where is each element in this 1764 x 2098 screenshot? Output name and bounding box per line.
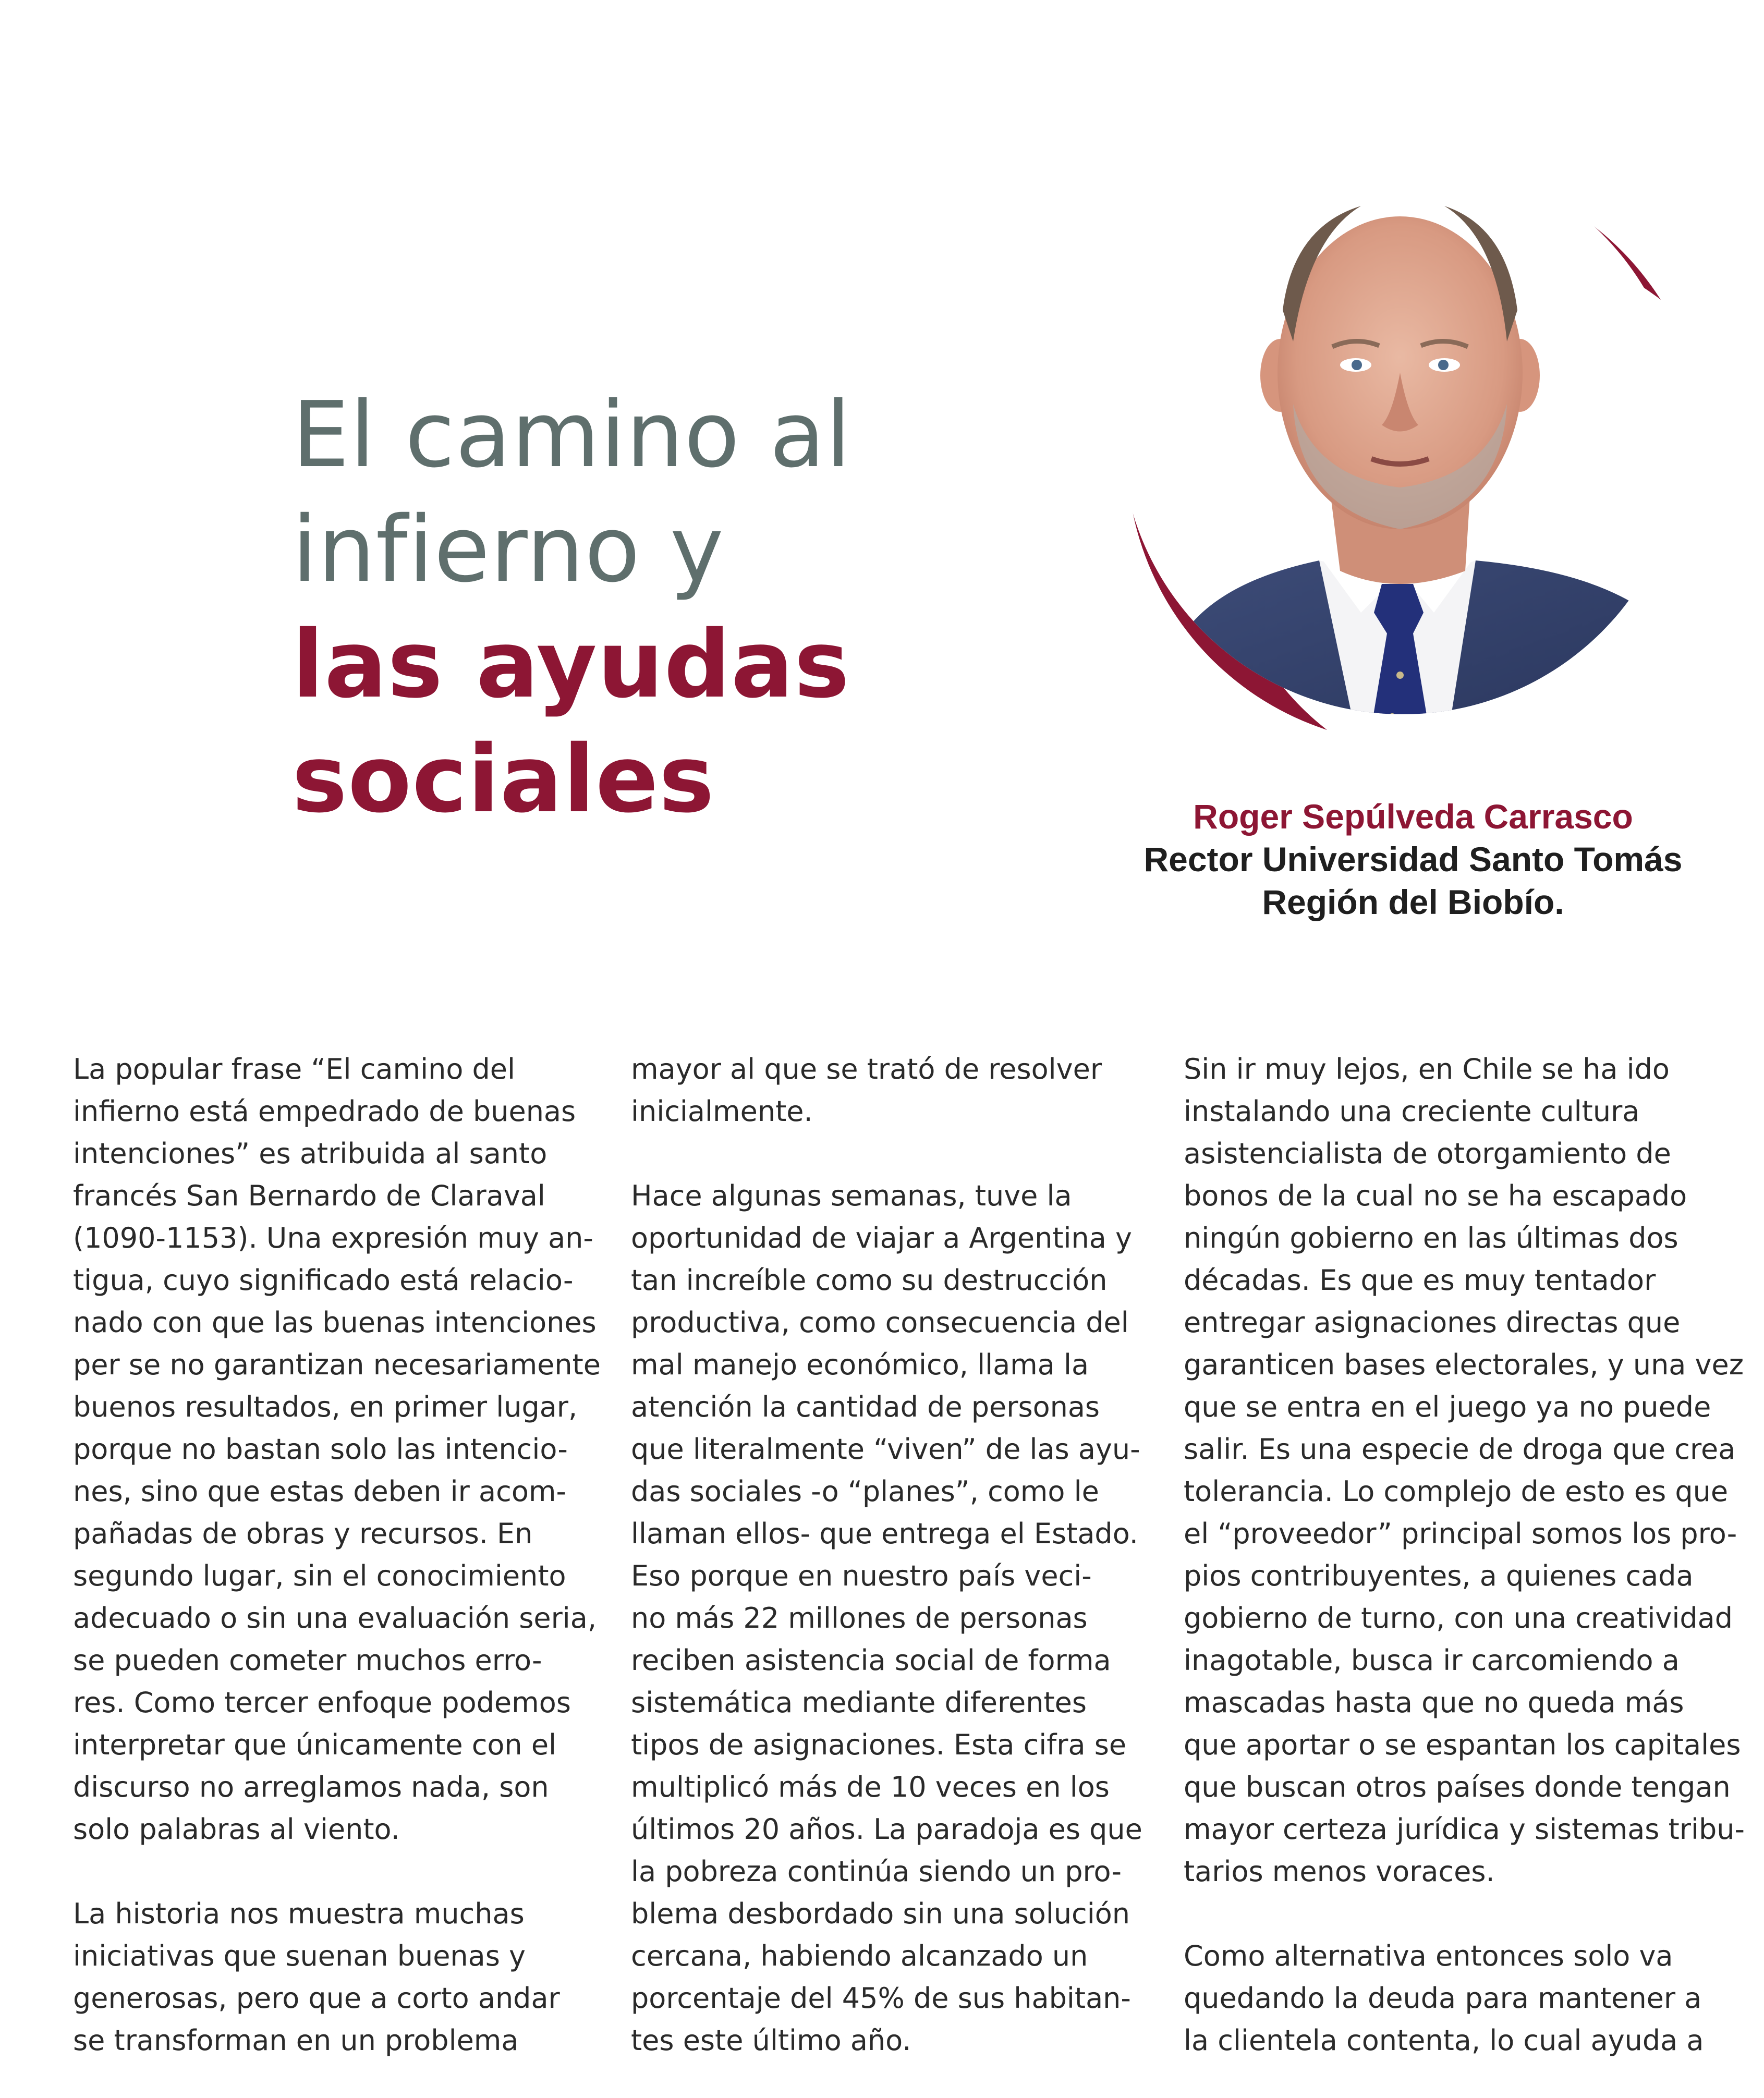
text-line: quedando la deuda para mantener a (1184, 1982, 1702, 2015)
text-line: multiplicó más de 10 veces en los (631, 1771, 1110, 1803)
text-line: discurso no arreglamos nada, son (73, 1771, 549, 1803)
text-line: blema desbordado sin una solución (631, 1897, 1130, 1930)
text-line: pañadas de obras y recursos. En (73, 1517, 533, 1550)
body-column-1 (73, 1048, 601, 2098)
text-line: tipos de asignaciones. Esta cifra se (631, 1728, 1127, 1761)
text-line: mayor certeza jurídica y sistemas tribu- (1184, 1813, 1745, 1846)
text-line: instalando una creciente cultura (1184, 1095, 1640, 1128)
text-line: la pobreza continúa siendo un pro- (631, 1855, 1122, 1888)
text-line: Hace algunas semanas, tuve la (631, 1179, 1072, 1212)
paragraph (1184, 1048, 1745, 1893)
author-role-line-2: Región del Biobío. (1262, 883, 1564, 921)
text-line: ningún gobierno en las últimas dos (1184, 1222, 1678, 1254)
author-name: Roger Sepúlveda Carrasco (1193, 797, 1633, 836)
headline-line-1: El camino al (292, 382, 851, 488)
paragraph (631, 1175, 1152, 2062)
text-line: generosas, pero que a corto andar (73, 1982, 560, 2015)
text-line: interpretar que únicamente con el (73, 1728, 557, 1761)
text-line: el “proveedor” principal somos los pro- (1184, 1517, 1737, 1550)
text-line: se pueden cometer muchos erro- (73, 1644, 542, 1677)
text-line: solo palabras al viento. (73, 1813, 400, 1846)
text-line: res. Como tercer enfoque podemos (73, 1686, 571, 1719)
text-line: nado con que las buenas intenciones (73, 1306, 597, 1339)
text-line: La popular frase “El camino del (73, 1053, 516, 1085)
text-line: productiva, como consecuencia del (631, 1306, 1129, 1339)
text-line: inagotable, busca ir carcomiendo a (1184, 1644, 1680, 1677)
text-line: la clientela contenta, lo cual ayuda a (1184, 2024, 1704, 2057)
photo-content (1100, 143, 1695, 759)
author-role-line-1: Rector Universidad Santo Tomás (1143, 840, 1683, 879)
text-line: últimos 20 años. La paradoja es que (631, 1813, 1142, 1846)
text-line: atención la cantidad de personas (631, 1390, 1100, 1423)
text-line: porcentaje del 45% de sus habitan- (631, 1982, 1131, 2015)
text-line: mascadas hasta que no queda más (1184, 1686, 1684, 1719)
text-line: intenciones” es atribuida al santo (73, 1137, 548, 1170)
text-line: iniciativas que suenan buenas y (73, 1940, 526, 1972)
paragraph (1184, 1935, 1731, 2062)
text-line: salir. Es una especie de droga que crea (1184, 1433, 1736, 1466)
text-line: que se entra en el juego ya no puede (1184, 1390, 1711, 1423)
text-line: oportunidad de viajar a Argentina y (631, 1222, 1132, 1254)
text-line: mayor al que se trató de resolver (631, 1053, 1102, 1085)
text-line: asistencialista de otorgamiento de (1184, 1137, 1671, 1170)
text-line: entregar asignaciones directas que (1184, 1306, 1681, 1339)
text-line: cercana, habiendo alcanzado un (631, 1940, 1088, 1972)
text-line: das sociales -o “planes”, como le (631, 1475, 1099, 1508)
text-line: La historia nos muestra muchas (73, 1897, 525, 1930)
text-line: décadas. Es que es muy tentador (1184, 1264, 1656, 1297)
text-line: buenos resultados, en primer lugar, (73, 1390, 578, 1423)
text-line: pios contribuyentes, a quienes cada (1184, 1559, 1694, 1592)
article-headline (292, 378, 1074, 837)
text-line: nes, sino que estas deben ir acom- (73, 1475, 566, 1508)
text-line: sistemática mediante diferentes (631, 1686, 1087, 1719)
text-line: porque no bastan solo las intencio- (73, 1433, 568, 1466)
text-line: que aportar o se espantan los capitales (1184, 1728, 1741, 1761)
text-line: reciben asistencia social de forma (631, 1644, 1111, 1677)
headline-line-3: las ayudas (292, 611, 850, 718)
text-line: (1090-1153). Una expresión muy an- (73, 1222, 593, 1254)
paragraph (631, 1048, 1152, 1132)
text-line: tes este último año. (631, 2024, 911, 2057)
body-column-2 (631, 1048, 1152, 2098)
text-line: llaman ellos- que entrega el Estado. (631, 1517, 1138, 1550)
text-line: garanticen bases electorales, y una vez (1184, 1348, 1744, 1381)
text-line: tigua, cuyo significado está relacio- (73, 1264, 574, 1297)
body-column-3 (1184, 1048, 1745, 2098)
text-line: segundo lugar, sin el conocimiento (73, 1559, 566, 1592)
text-line: bonos de la cual no se ha escapado (1184, 1179, 1687, 1212)
author-byline (1074, 795, 1752, 923)
text-line: Sin ir muy lejos, en Chile se ha ido (1184, 1053, 1670, 1085)
text-line: Como alternativa entonces solo va (1184, 1940, 1673, 1972)
text-line: que buscan otros países donde tengan (1184, 1771, 1731, 1803)
text-line: inicialmente. (631, 1095, 813, 1128)
portrait-illustration (1048, 112, 1695, 759)
text-line: tolerancia. Lo complejo de esto es que (1184, 1475, 1729, 1508)
paragraph (73, 1893, 594, 2062)
text-line: infierno está empedrado de buenas (73, 1095, 576, 1128)
text-line: adecuado o sin una evaluación seria, (73, 1602, 597, 1635)
text-line: mal manejo económico, llama la (631, 1348, 1089, 1381)
text-line: no más 22 millones de personas (631, 1602, 1088, 1635)
text-line: gobierno de turno, con una creatividad (1184, 1602, 1733, 1635)
text-line: se transforman en un problema (73, 2024, 519, 2057)
headline-line-4: sociales (292, 725, 715, 833)
text-line: que literalmente “viven” de las ayu- (631, 1433, 1140, 1466)
text-line: tan increíble como su destrucción (631, 1264, 1108, 1297)
author-portrait (1048, 112, 1695, 759)
text-line: francés San Bernardo de Claraval (73, 1179, 545, 1212)
text-line: tarios menos voraces. (1184, 1855, 1495, 1888)
headline-line-2: infierno y (292, 497, 724, 603)
paragraph (73, 1048, 601, 1850)
text-line: Eso porque en nuestro país veci- (631, 1559, 1092, 1592)
text-line: per se no garantizan necesariamente (73, 1348, 601, 1381)
